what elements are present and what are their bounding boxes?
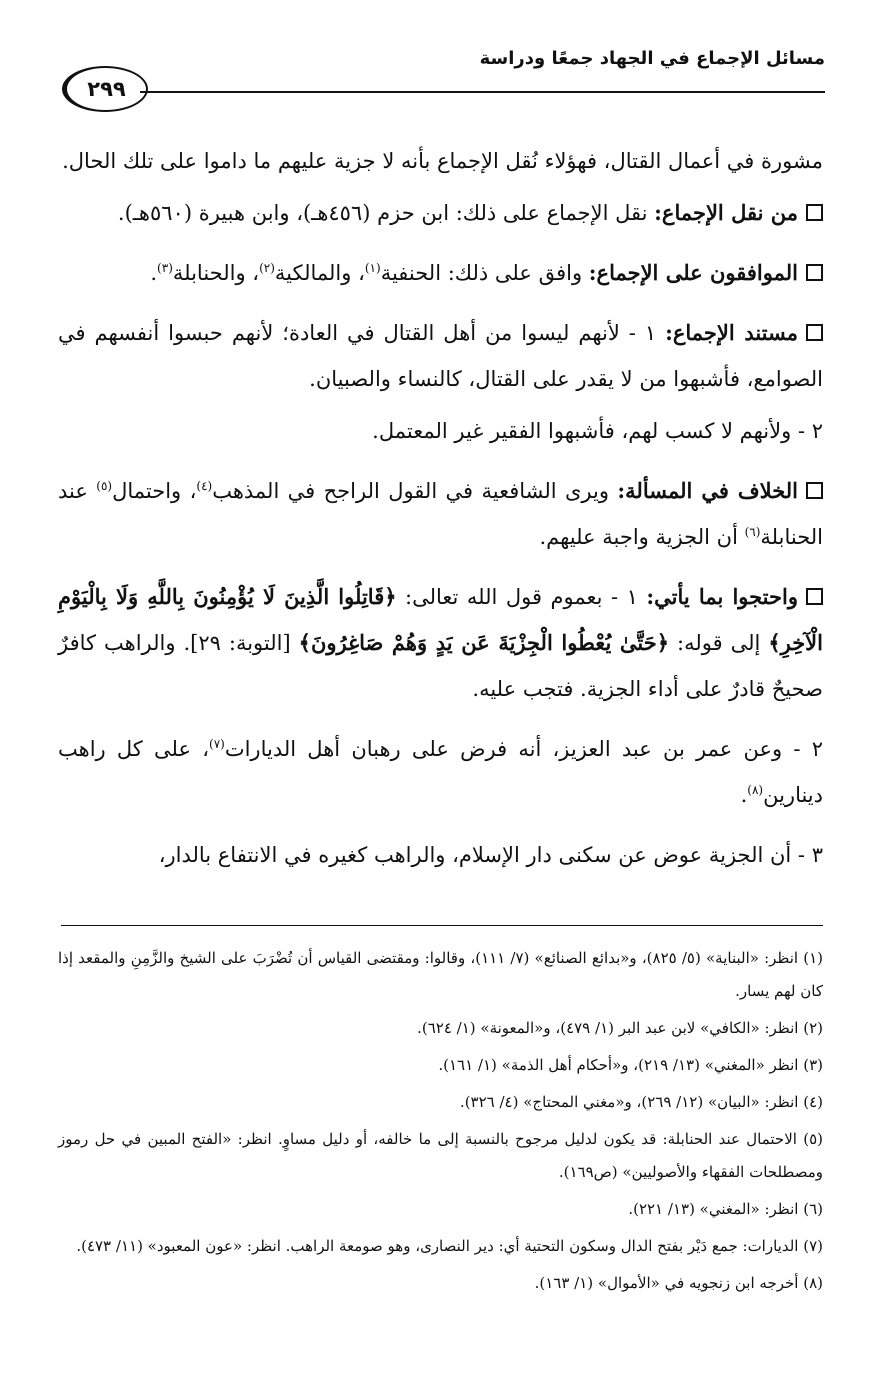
footnote-ref: (٨)	[747, 783, 764, 797]
paragraph-text: ١ - بعموم قول الله تعالى:	[396, 585, 647, 609]
paragraph-text: وافق على ذلك: الحنفية	[380, 261, 589, 285]
footnote-1: (١) انظر: «البناية» (٥/ ٨٢٥)، و«بدائع الصنائع» (٧/ ١١١)، وقالوا: ومقتضى القياس أن تُضْرَبَ على الشيخ والزَّمِنِ والمقعد إذا كان لهم يسار.	[58, 949, 824, 1000]
paragraph-text: ويرى الشافعية في القول الراجح في المذهب	[212, 479, 618, 503]
paragraph-text: ، على كل راهب دينارين	[58, 737, 823, 807]
footnote-7: (٧) الديارات: جمع دَيْر بفتح الدال وسكون التحتية أي: دير النصارى، وهو صومعة الراهب. انظر: «عون المعبود» (١١/ ٤٧٣).	[76, 1237, 823, 1255]
paragraph-disagreement	[58, 468, 823, 560]
footnote-ref: (٤)	[196, 479, 213, 493]
footnote-5: (٥) الاحتمال عند الحنابلة: قد يكون لدليل مرجوح بالنسبة إلى ما خالفه، أو دليل مساوٍ. انظر: «الفتح المبين في حل رموز ومصطلحات الفقهاء والأصوليين» (ص١٦٩).	[58, 1130, 823, 1181]
paragraph-text: .	[740, 783, 748, 807]
running-header-title: مسائل الإجماع في الجهاد جمعًا ودراسة	[479, 48, 825, 69]
paragraph-text: ، واحتمال	[112, 479, 197, 503]
section-lead: من نقل الإجماع:	[654, 200, 798, 225]
verse-reference: [التوبة: ٢٩].	[183, 631, 299, 655]
paragraph-text: أن الجزية واجبة عليهم.	[539, 525, 745, 549]
footnote-ref: (٥)	[96, 479, 113, 493]
paragraph-umar-report	[58, 726, 823, 818]
footnote-ref: (٢)	[259, 261, 275, 275]
page-number: ٢٩٩	[87, 77, 126, 101]
footnote-ref: (٧)	[209, 737, 225, 751]
square-bullet-icon	[806, 264, 823, 281]
paragraph-continuation: مشورة في أعمال القتال، فهؤلاء نُقل الإجماع بأنه لا جزية عليهم ما داموا على تلك الحال.	[62, 149, 823, 173]
paragraph-third-reason: ٣ - أن الجزية عوض عن سكنى دار الإسلام، والراهب كغيره في الانتفاع بالدار،	[158, 843, 823, 867]
footnote-2: (٢) انظر: «الكافي» لابن عبد البر (١/ ٤٧٩)، و«المعونة» (١/ ٦٢٤).	[417, 1019, 823, 1037]
footnote-separator	[61, 925, 823, 926]
paragraph-text: ، والحنابلة	[172, 261, 260, 285]
page-number-badge	[62, 66, 148, 112]
paragraph-arguments	[58, 574, 823, 712]
section-lead: الموافقون على الإجماع:	[588, 260, 798, 285]
square-bullet-icon	[806, 482, 823, 499]
paragraph-ijma-basis	[58, 310, 823, 402]
footnote-6: (٦) انظر: «المغني» (١٣/ ٢٢١).	[628, 1200, 823, 1218]
paragraph-text: عند الحنابلة	[58, 479, 823, 549]
paragraph-agreeing-schools	[58, 250, 823, 296]
paragraph-ijma-transmitters	[58, 190, 823, 236]
footnotes	[58, 942, 823, 1304]
square-bullet-icon	[806, 204, 823, 221]
section-lead: مستند الإجماع:	[665, 320, 798, 345]
paragraph-second-reason: ٢ - ولأنهم لا كسب لهم، فأشبهوا الفقير غير المعتمل.	[372, 419, 823, 443]
footnote-3: (٣) انظر «المغني» (١٣/ ٢١٩)، و«أحكام أهل الذمة» (١/ ١٦١).	[438, 1056, 823, 1074]
paragraph-text: ١ - لأنهم ليسوا من أهل القتال في العادة؛ لأنهم حبسوا أنفسهم في الصوامع، فأشبهوا من لا يقدر على القتال، كالنساء والصبيان.	[58, 321, 823, 391]
footnote-ref: (٣)	[157, 261, 173, 275]
header-rule	[140, 91, 825, 93]
footnote-ref: (٦)	[744, 525, 761, 539]
section-lead: واحتجوا بما يأتي:	[646, 584, 798, 609]
footnote-4: (٤) انظر: «البيان» (١٢/ ٢٦٩)، و«مغني المحتاج» (٤/ ٣٢٦).	[459, 1093, 823, 1111]
paragraph-text: ٢ - وعن عمر بن عبد العزيز، أنه فرض على رهبان أهل الديارات	[224, 737, 823, 761]
paragraph-text: .	[150, 261, 158, 285]
footnote-ref: (١)	[364, 261, 381, 275]
quran-verse: ﴿قَاتِلُوا الَّذِينَ لَا يُؤْمِنُونَ بِاللَّهِ وَلَا بِالْيَوْمِ الْآخِرِ﴾	[58, 584, 823, 655]
paragraph-text: إلى قوله:	[669, 631, 769, 655]
main-text	[58, 138, 823, 892]
paragraph-text: والراهب كافرٌ صحيحٌ قادرٌ على أداء الجزية. فتجب عليه.	[58, 631, 823, 701]
paragraph-text: نقل الإجماع على ذلك: ابن حزم (٤٥٦هـ)، وابن هبيرة (٥٦٠هـ).	[117, 201, 655, 225]
footnote-8: (٨) أخرجه ابن زنجويه في «الأموال» (١/ ١٦٣).	[534, 1274, 823, 1292]
section-lead: الخلاف في المسألة:	[617, 478, 798, 503]
quran-verse: ﴿حَتَّىٰ يُعْطُوا الْجِزْيَةَ عَن يَدٍ وَهُمْ صَاغِرُونَ﴾	[298, 630, 670, 655]
paragraph-text: ، والمالكية	[274, 261, 365, 285]
square-bullet-icon	[806, 324, 823, 341]
square-bullet-icon	[806, 588, 823, 605]
